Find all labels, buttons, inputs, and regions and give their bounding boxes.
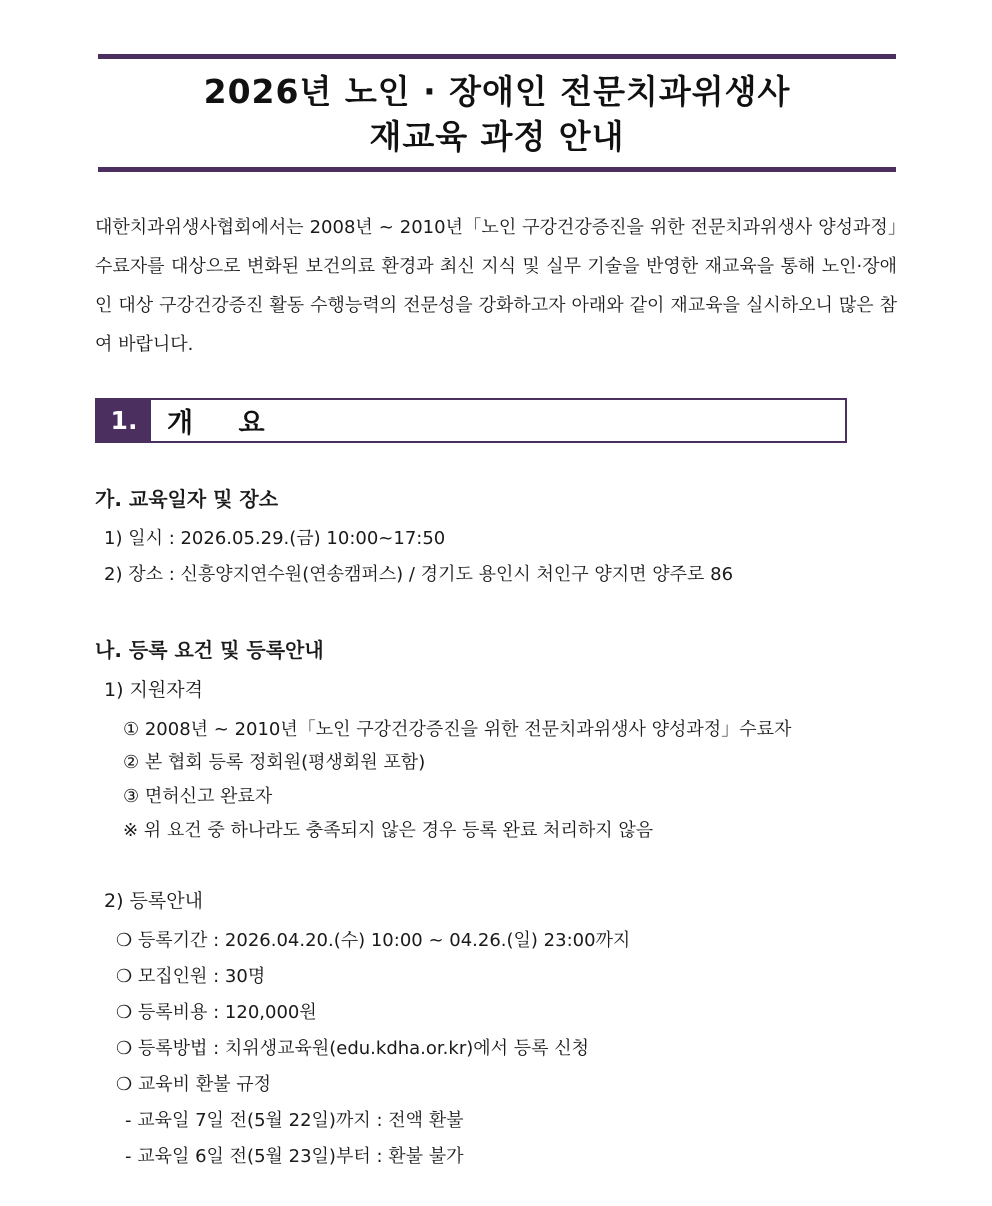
page-title-line1: 2026년 노인 · 장애인 전문치과위생사 — [203, 72, 791, 111]
title-bottom-rule — [98, 167, 896, 172]
eligibility-note: ※ 위 요건 중 하나라도 충족되지 않은 경우 등록 완료 처리하지 않음 — [123, 820, 654, 841]
guide-item: ❍ 모집인원 : 30명 — [116, 966, 266, 987]
section-title: 개 요 — [167, 408, 283, 439]
intro-paragraph: 대한치과위생사협회에서는 2008년 ~ 2010년「노인 구강건강증진을 위한 전문치과위생사 양성과정」수료자를 대상으로 변화된 보건의료 환경과 최신 지식 및 실무 기술을 반영한 재교육을 통해 노인·장애인 대상 구강건강증진 활동 수행능력의 전문성을 강화하고자 아래와 같이 재교육을 실시하오니 많은 참여 바랍니다. — [95, 217, 897, 355]
guide-item: ❍ 등록비용 : 120,000원 — [116, 1002, 317, 1023]
eligibility-heading: 1) 지원자격 — [104, 679, 203, 701]
title-top-rule — [98, 54, 896, 59]
section-number: 1. — [97, 400, 151, 441]
schedule-place: 2) 장소 : 신흥양지연수원(연송캠퍼스) / 경기도 용인시 처인구 양지면 양주로 86 — [104, 564, 734, 585]
guide-item: ❍ 등록방법 : 치위생교육원(edu.kdha.or.kr)에서 등록 신청 — [116, 1038, 590, 1059]
schedule-date: 1) 일시 : 2026.05.29.(금) 10:00~17:50 — [104, 528, 446, 549]
refund-item: - 교육일 6일 전(5월 23일)부터 : 환불 불가 — [125, 1146, 464, 1167]
registration-heading: 나. 등록 요건 및 등록안내 — [95, 638, 324, 662]
eligibility-item: ① 2008년 ~ 2010년「노인 구강건강증진을 위한 전문치과위생사 양성과정」수료자 — [123, 719, 792, 740]
guide-item: ❍ 등록기간 : 2026.04.20.(수) 10:00 ~ 04.26.(일) 23:00까지 — [116, 930, 631, 951]
schedule-heading: 가. 교육일자 및 장소 — [95, 487, 279, 511]
page-title-line2: 재교육 과정 안내 — [369, 117, 625, 156]
guide-item: ❍ 교육비 환불 규정 — [116, 1074, 272, 1095]
section-header — [95, 398, 847, 443]
eligibility-item: ③ 면허신고 완료자 — [123, 786, 273, 807]
refund-item: - 교육일 7일 전(5월 22일)까지 : 전액 환불 — [125, 1110, 464, 1131]
guide-heading: 2) 등록안내 — [104, 890, 203, 912]
eligibility-item: ② 본 협회 등록 정회원(평생회원 포함) — [123, 752, 426, 773]
